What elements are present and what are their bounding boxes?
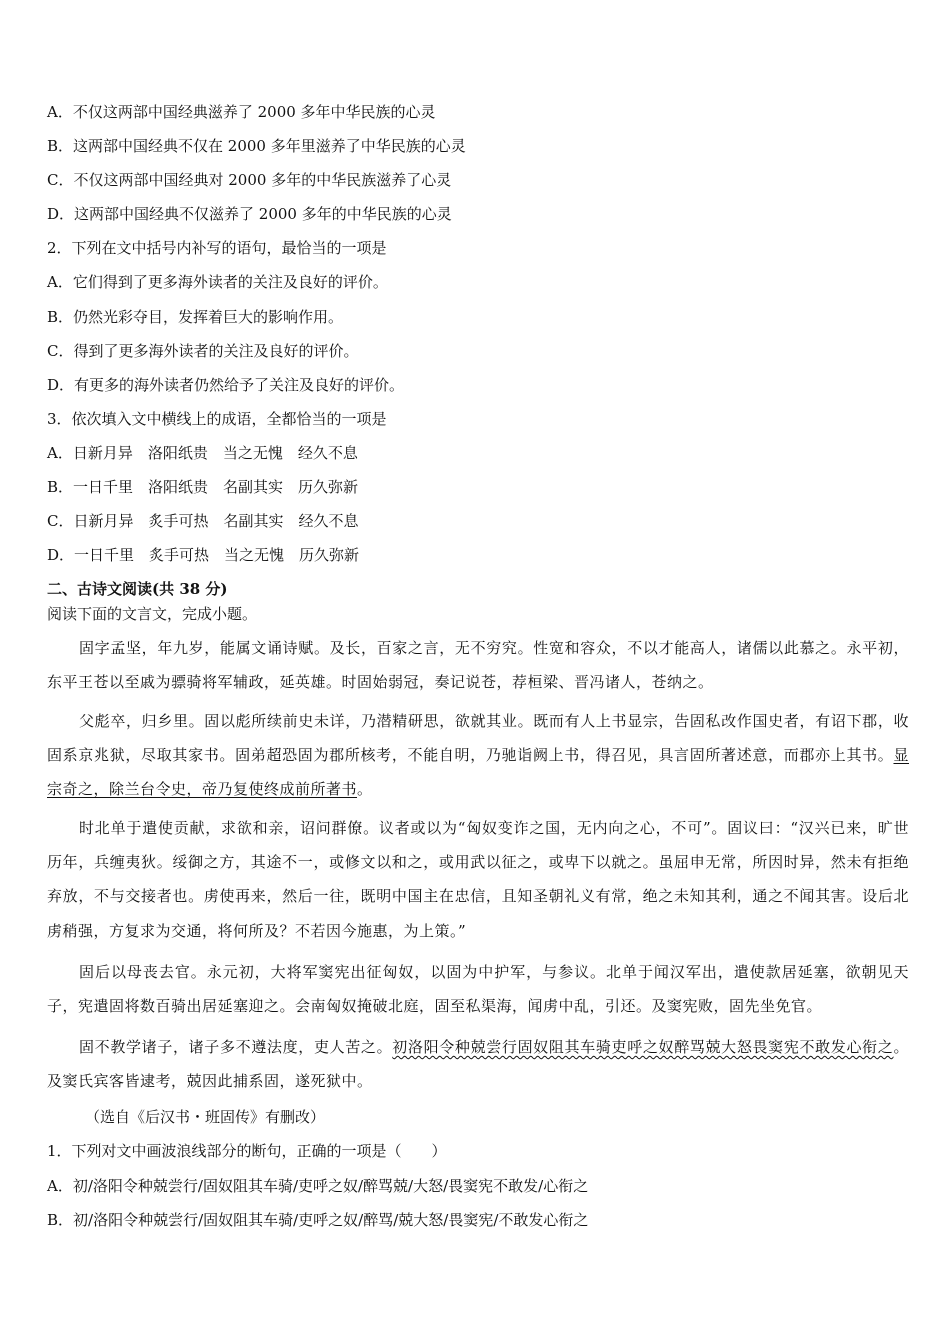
q1-option-a: A．不仅这两部中国经典滋养了 2000 多年中华民族的心灵 <box>47 103 436 121</box>
p5-end: 。及窦氏宾客皆逮考，兢因此捕系固，遂死狱中。 <box>47 1038 909 1091</box>
q3-stem: 3．依次填入文中横线上的成语，全都恰当的一项是 <box>47 410 387 428</box>
q3-option-a: A．日新月异 洛阳纸贵 当之无愧 经久不息 <box>47 444 358 462</box>
passage-source: （选自《后汉书・班固传》有删改） <box>85 1108 326 1126</box>
wavy-underlined-text: 初洛阳令种兢尝行固奴阻其车骑吏呼之奴醉骂兢大怒畏窦宪不敢发心衔之 <box>392 1038 894 1056</box>
passage-paragraph-2 <box>47 704 909 807</box>
q3-option-c: C．日新月异 炙手可热 名副其实 经久不息 <box>47 512 359 530</box>
q2-option-a: A．它们得到了更多海外读者的关注及良好的评价。 <box>47 273 388 291</box>
q1-option-d: D．这两部中国经典不仅滋养了 2000 多年的中华民族的心灵 <box>47 205 452 223</box>
q-last-stem: 1．下列对文中画波浪线部分的断句，正确的一项是（ ） <box>47 1142 447 1160</box>
p2-text: 父彪卒，归乡里。固以彪所续前史未详，乃潜精研思，欲就其业。既而有人上书显宗，告固私改作国史者，有诏下郡，收固系京兆狱，尽取其家书。固弟超恐固为郡所核考，不能自明，乃驰诣阙上书，得召见，具言固所著述意，而郡亦上其书。 <box>47 712 909 765</box>
q-last-option-a: A．初/洛阳令种兢尝行/固奴阻其车骑/吏呼之奴/醉骂兢/大怒/畏窦宪不敢发/心衔之 <box>47 1177 589 1195</box>
passage-paragraph-3: 时北单于遣使贡献，求欲和亲，诏问群僚。议者或以为“匈奴变诈之国，无内向之心，不可”。固议曰：“汉兴已来，旷世历年，兵缠夷狄。绥御之方，其途不一，或修文以和之，或用武以征之，或卑下以就之。虽屈申无常，所因时异，然未有拒绝弃放，不与交接者也。虏使再来，然后一往，既明中国主在忠信，且知圣朝礼义有常，绝之未知其利，通之不闻其害。设后北虏稍强，方复求为交通，将何所及？不若因今施惠，为上策。” <box>47 819 909 940</box>
passage-paragraph-4: 固后以母丧去官。永元初，大将军窦宪出征匈奴，以固为中护军，与参议。北单于闻汉军出，遣使款居延塞，欲朝见天子，宪遣固将数百骑出居延塞迎之。会南匈奴掩破北庭，固至私渠海，闻虏中乱，引还。及窦宪败，固先坐免官。 <box>47 963 909 1016</box>
passage-paragraph-5 <box>47 1030 909 1098</box>
underlined-sentence: 显宗奇之，除兰台令史，帝乃复使终成前所著书 <box>47 746 909 799</box>
q2-option-d: D．有更多的海外读者仍然给予了关注及良好的评价。 <box>47 376 405 394</box>
section-heading: 二、古诗文阅读(共 38 分) <box>47 580 228 598</box>
q-last-option-b: B．初/洛阳令种兢尝行/固奴阻其车骑/吏呼之奴/醉骂/兢大怒/畏窦宪/不敢发心衔之 <box>47 1211 589 1229</box>
q3-option-b: B．一日千里 洛阳纸贵 名副其实 历久弥新 <box>47 478 359 496</box>
p5-text: 固不教学诸子，诸子多不遵法度，吏人苦之。 <box>79 1038 393 1056</box>
section-intro: 阅读下面的文言文，完成小题。 <box>47 605 258 623</box>
q3-option-d: D．一日千里 炙手可热 当之无愧 历久弥新 <box>47 546 360 564</box>
q1-option-c: C．不仅这两部中国经典对 2000 多年的中华民族滋养了心灵 <box>47 171 452 189</box>
p2-end: 。 <box>357 780 373 799</box>
passage-paragraph-1: 固字孟坚，年九岁，能属文诵诗赋。及长，百家之言，无不穷究。性宽和容众，不以才能高人，诸儒以此慕之。永平初，东平王苍以至戚为骠骑将军辅政，延英雄。时固始弱冠，奏记说苍，荐桓梁、晋冯诸人，苍纳之。 <box>47 639 909 692</box>
q2-stem: 2．下列在文中括号内补写的语句，最恰当的一项是 <box>47 239 387 257</box>
q2-option-c: C．得到了更多海外读者的关注及良好的评价。 <box>47 342 359 360</box>
q1-option-b: B．这两部中国经典不仅在 2000 多年里滋养了中华民族的心灵 <box>47 137 466 155</box>
q2-option-b: B．仍然光彩夺目，发挥着巨大的影响作用。 <box>47 308 344 326</box>
